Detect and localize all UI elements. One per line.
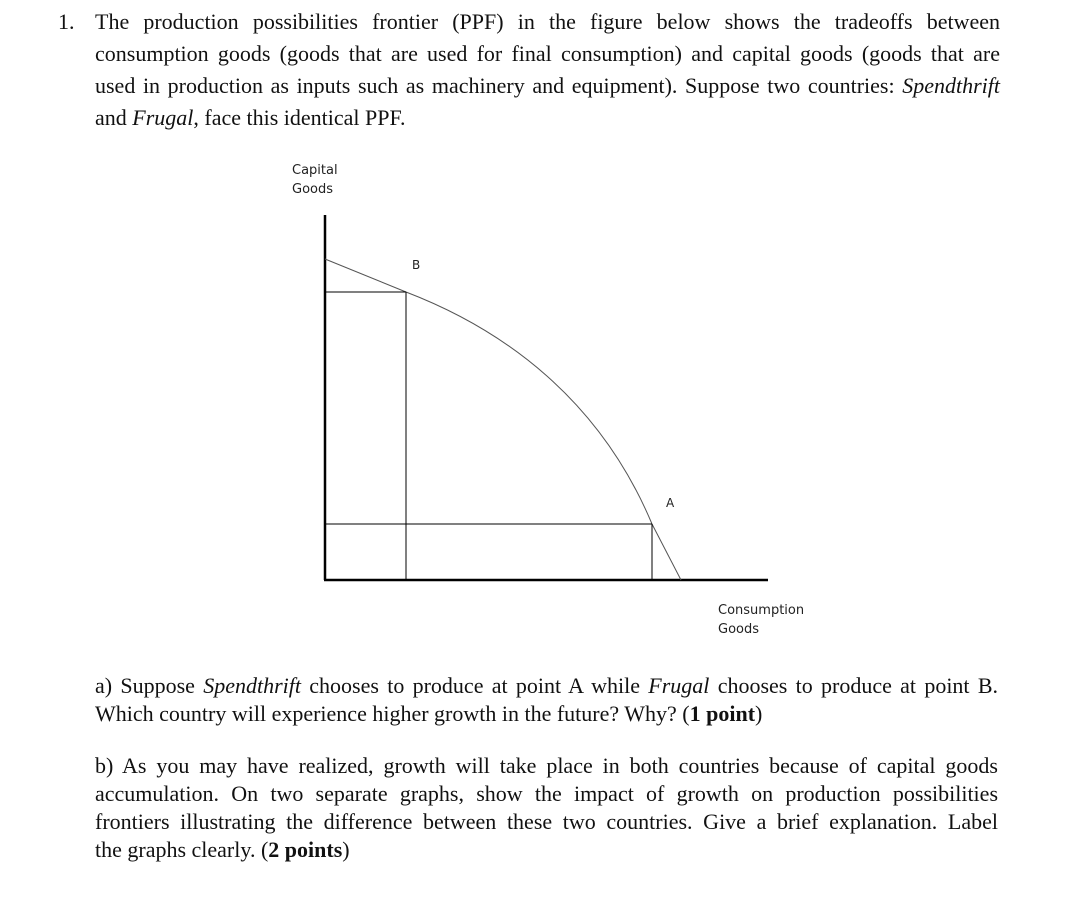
part-a-text-4: Which country will experience higher growth in the future? Why? (	[95, 701, 690, 726]
x-axis-label	[718, 601, 804, 639]
intro-line-2: consumption goods (goods that are used for final consumption) and capital goods (goods that are	[95, 41, 1000, 66]
part-b-line-4-end: )	[342, 837, 350, 862]
part-a-text-1: a) Suppose	[95, 673, 195, 698]
question-number: 1.	[58, 9, 75, 34]
part-a-text-5: )	[755, 701, 763, 726]
y-axis-label-line-1: Capital	[292, 163, 338, 178]
part-b-line-3: frontiers illustrating the difference between these two countries. Give a brief explanation. Label	[95, 809, 998, 834]
part-b	[95, 752, 998, 864]
part-b-points: 2 points	[268, 837, 343, 862]
y-axis-label	[292, 161, 338, 199]
part-a-points: 1 point	[689, 701, 756, 726]
intro-line-4-end: , face this identical PPF.	[193, 105, 406, 130]
part-b-line-4	[95, 836, 998, 864]
part-b-line-4-text: the graphs clearly. (	[95, 837, 269, 862]
part-a	[95, 672, 998, 728]
spendthrift-name: Spendthrift	[902, 73, 1000, 98]
part-a-text-2: chooses to produce at point A while	[309, 673, 641, 698]
part-a-frugal: Frugal	[648, 673, 710, 698]
point-b-label: B	[412, 258, 421, 272]
part-a-spendthrift: Spendthrift	[203, 673, 301, 698]
ppf-curve	[325, 259, 681, 580]
part-a-line-2	[95, 700, 998, 728]
x-axis-label-line-2: Goods	[718, 622, 760, 637]
intro-line-3-text: used in production as inputs such as machinery and equipment). Suppose two countries:	[95, 73, 895, 98]
intro-line-1: The production possibilities frontier (PPF) in the figure below shows the tradeoffs between	[95, 9, 1000, 34]
point-a-label: A	[666, 496, 675, 510]
part-a-text-3: chooses to produce at point B.	[717, 673, 998, 698]
x-axis-label-line-1: Consumption	[718, 603, 805, 618]
part-b-line-2: accumulation. On two separate graphs, show the impact of growth on production possibilities	[95, 781, 998, 806]
intro-and: and	[95, 105, 127, 130]
part-a-line-1	[95, 672, 998, 700]
part-b-line-1: b) As you may have realized, growth will take place in both countries because of capital goods	[95, 753, 998, 778]
y-axis-label-line-2: Goods	[292, 182, 334, 197]
frugal-name: Frugal	[132, 105, 194, 130]
